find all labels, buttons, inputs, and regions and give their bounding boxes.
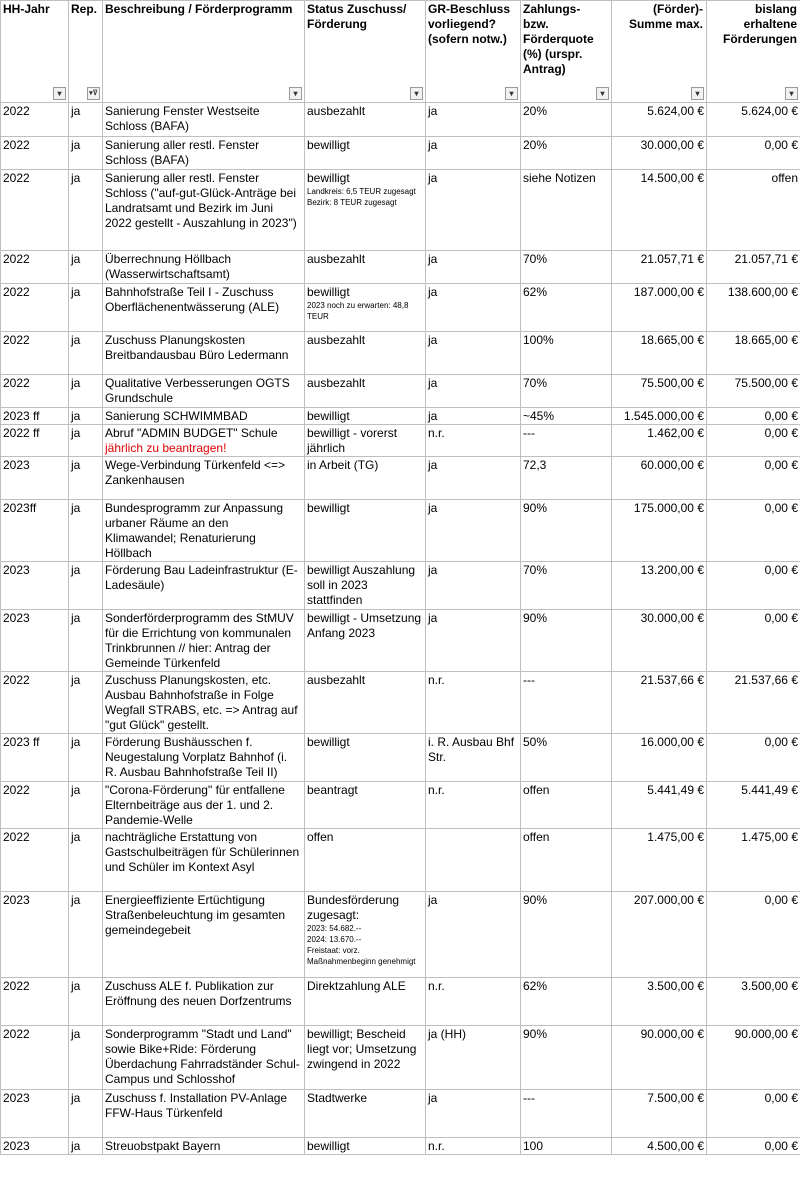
column-header-label: HH-Jahr — [3, 2, 50, 16]
cell-status[interactable]: ausbezahlt — [305, 375, 426, 408]
column-header-label: Status Zuschuss/ Förderung — [307, 2, 407, 31]
cell-status[interactable]: Stadtwerke — [305, 1090, 426, 1138]
cell-rep[interactable]: ja — [69, 1138, 103, 1155]
cell-year[interactable]: 2022 ff — [1, 425, 69, 457]
cell-sum-max[interactable]: 5.624,00 € — [612, 103, 707, 137]
table-row — [1, 332, 800, 375]
description-note-red: jährlich zu beantragen! — [105, 441, 227, 455]
table-row — [1, 500, 800, 562]
cell-gr-decision[interactable]: ja — [426, 408, 521, 425]
cell-sum-max[interactable]: 7.500,00 € — [612, 1090, 707, 1138]
cell-status[interactable]: bewilligt — [305, 734, 426, 782]
cell-year[interactable]: 2022 — [1, 332, 69, 375]
cell-received[interactable]: 0,00 € — [707, 562, 800, 610]
cell-rep[interactable]: ja — [69, 251, 103, 284]
table-row — [1, 734, 800, 782]
cell-quote[interactable]: 20% — [521, 103, 612, 137]
table-row — [1, 103, 800, 137]
cell-received[interactable]: 90.000,00 € — [707, 1026, 800, 1090]
cell-rep[interactable]: ja — [69, 829, 103, 892]
cell-received[interactable]: 1.475,00 € — [707, 829, 800, 892]
cell-rep[interactable]: ja — [69, 500, 103, 562]
cell-rep[interactable]: ja — [69, 137, 103, 170]
cell-description[interactable]: Zuschuss Planungskosten, etc. Ausbau Bahnhofstraße in Folge Wegfall STRABS, etc. => Antrag auf "gut Glück" gestellt. — [103, 672, 305, 734]
table-row — [1, 408, 800, 425]
cell-sum-max[interactable]: 90.000,00 € — [612, 1026, 707, 1090]
column-header — [305, 1, 426, 103]
cell-quote[interactable]: 90% — [521, 892, 612, 978]
cell-quote[interactable]: 20% — [521, 137, 612, 170]
cell-status[interactable]: bewilligt Landkreis: 6,5 TEUR zugesagt Bezirk: 8 TEUR zugesagt — [305, 170, 426, 251]
cell-rep[interactable]: ja — [69, 610, 103, 672]
cell-received[interactable]: 5.441,49 € — [707, 782, 800, 829]
dropdown-arrow-icon[interactable]: ▾ — [505, 87, 518, 100]
cell-sum-max[interactable]: 75.500,00 € — [612, 375, 707, 408]
cell-rep[interactable]: ja — [69, 170, 103, 251]
cell-gr-decision[interactable]: ja — [426, 103, 521, 137]
cell-description[interactable]: "Corona-Förderung" für entfallene Elternbeiträge aus der 1. und 2. Pandemie-Welle — [103, 782, 305, 829]
table-row — [1, 137, 800, 170]
cell-received[interactable]: 0,00 € — [707, 500, 800, 562]
cell-gr-decision[interactable]: ja — [426, 284, 521, 332]
cell-sum-max[interactable]: 16.000,00 € — [612, 734, 707, 782]
cell-description[interactable]: Sonderprogramm "Stadt und Land" sowie Bike+Ride: Förderung Überdachung Fahrradständer Schul-Campus und Schlosshof — [103, 1026, 305, 1090]
table-row — [1, 978, 800, 1026]
cell-quote[interactable]: 90% — [521, 1026, 612, 1090]
column-header-label: (Förder)- Summe max. — [628, 2, 703, 31]
cell-status[interactable]: ausbezahlt — [305, 672, 426, 734]
table-row — [1, 375, 800, 408]
cell-status[interactable]: bewilligt — [305, 500, 426, 562]
cell-rep[interactable]: ja — [69, 1026, 103, 1090]
cell-sum-max[interactable]: 60.000,00 € — [612, 457, 707, 500]
cell-gr-decision[interactable]: ja — [426, 1090, 521, 1138]
cell-quote[interactable]: ~45% — [521, 408, 612, 425]
cell-status[interactable]: ausbezahlt — [305, 251, 426, 284]
cell-year[interactable]: 2022 — [1, 137, 69, 170]
cell-rep[interactable]: ja — [69, 1090, 103, 1138]
cell-gr-decision[interactable]: n.r. — [426, 782, 521, 829]
cell-rep[interactable]: ja — [69, 103, 103, 137]
cell-sum-max[interactable]: 14.500,00 € — [612, 170, 707, 251]
cell-sum-max[interactable]: 30.000,00 € — [612, 137, 707, 170]
cell-rep[interactable]: ja — [69, 375, 103, 408]
cell-year[interactable]: 2022 — [1, 782, 69, 829]
cell-sum-max[interactable]: 207.000,00 € — [612, 892, 707, 978]
cell-gr-decision[interactable]: ja — [426, 332, 521, 375]
cell-year[interactable]: 2022 — [1, 829, 69, 892]
cell-status[interactable]: offen — [305, 829, 426, 892]
cell-year[interactable]: 2022 — [1, 978, 69, 1026]
cell-year[interactable]: 2023 — [1, 1090, 69, 1138]
cell-description[interactable]: Sanierung aller restl. Fenster Schloss ("auf-gut-Glück-Anträge bei Landratsamt und Bezirk im Juni 2022 gestellt - Auszahlung in 2023") — [103, 170, 305, 251]
cell-status[interactable]: beantragt — [305, 782, 426, 829]
cell-sum-max[interactable]: 1.545.000,00 € — [612, 408, 707, 425]
column-header-label: Zahlungs- bzw. Förderquote (%) (urspr. Antrag) — [523, 2, 594, 76]
cell-quote[interactable]: offen — [521, 782, 612, 829]
cell-status[interactable]: bewilligt — [305, 1138, 426, 1155]
cell-gr-decision[interactable]: ja — [426, 892, 521, 978]
column-header — [707, 1, 800, 103]
cell-year[interactable]: 2022 — [1, 170, 69, 251]
cell-year[interactable]: 2022 — [1, 375, 69, 408]
cell-year[interactable]: 2023 — [1, 457, 69, 500]
status-note: Landkreis: 6,5 TEUR zugesagt Bezirk: 8 TEUR zugesagt — [307, 187, 416, 207]
cell-description[interactable]: Förderung Bau Ladeinfrastruktur (E-Ladesäule) — [103, 562, 305, 610]
cell-description[interactable]: Sanierung Fenster Westseite Schloss (BAFA) — [103, 103, 305, 137]
cell-sum-max[interactable]: 175.000,00 € — [612, 500, 707, 562]
cell-received[interactable]: offen — [707, 170, 800, 251]
cell-status[interactable]: in Arbeit (TG) — [305, 457, 426, 500]
cell-rep[interactable]: ja — [69, 425, 103, 457]
column-header-label: Rep. — [71, 2, 98, 16]
cell-description[interactable]: Energieeffiziente Ertüchtigung Straßenbeleuchtung im gesamten gemeindegebeit — [103, 892, 305, 978]
cell-description[interactable]: Zuschuss Planungskosten Breitbandausbau Büro Ledermann — [103, 332, 305, 375]
column-header — [69, 1, 103, 103]
cell-quote[interactable]: 62% — [521, 284, 612, 332]
cell-rep[interactable]: ja — [69, 408, 103, 425]
table-row — [1, 562, 800, 610]
cell-description[interactable]: Sonderförderprogramm des StMUV für die Errichtung von kommunalen Trinkbrunnen // hier: Antrag der Gemeinde Türkenfeld — [103, 610, 305, 672]
cell-quote[interactable]: offen — [521, 829, 612, 892]
cell-status[interactable]: ausbezahlt — [305, 332, 426, 375]
cell-sum-max[interactable]: 30.000,00 € — [612, 610, 707, 672]
cell-rep[interactable]: ja — [69, 734, 103, 782]
cell-sum-max[interactable]: 1.475,00 € — [612, 829, 707, 892]
cell-description[interactable]: Bahnhofstraße Teil I - Zuschuss Oberflächenentwässerung (ALE) — [103, 284, 305, 332]
dropdown-arrow-icon[interactable]: ▾ — [596, 87, 609, 100]
cell-quote[interactable]: 70% — [521, 562, 612, 610]
cell-quote[interactable]: --- — [521, 425, 612, 457]
cell-quote[interactable]: 90% — [521, 500, 612, 562]
table-body — [1, 103, 800, 1155]
cell-year[interactable]: 2023 — [1, 1138, 69, 1155]
table-row — [1, 782, 800, 829]
cell-gr-decision[interactable]: ja — [426, 457, 521, 500]
cell-quote[interactable]: 62% — [521, 978, 612, 1026]
dropdown-arrow-icon[interactable]: ▾ — [691, 87, 704, 100]
dropdown-arrow-icon[interactable]: ▾ — [289, 87, 302, 100]
cell-status[interactable]: bewilligt 2023 noch zu erwarten: 48,8 TEUR — [305, 284, 426, 332]
cell-quote[interactable]: --- — [521, 672, 612, 734]
cell-gr-decision[interactable]: n.r. — [426, 1138, 521, 1155]
cell-gr-decision[interactable]: ja — [426, 251, 521, 284]
cell-quote[interactable]: 70% — [521, 375, 612, 408]
cell-year[interactable]: 2023 ff — [1, 734, 69, 782]
cell-gr-decision[interactable]: ja — [426, 610, 521, 672]
cell-gr-decision[interactable]: ja — [426, 170, 521, 251]
cell-status[interactable]: Bundesförderung zugesagt: 2023: 54.682.-- 2024: 13.670.-- Freistaat: vorz. Maßnahmenbeginn genehmigt — [305, 892, 426, 978]
cell-description[interactable]: Sanierung SCHWIMMBAD — [103, 408, 305, 425]
column-header — [612, 1, 707, 103]
cell-quote[interactable]: 50% — [521, 734, 612, 782]
table-row — [1, 1026, 800, 1090]
cell-sum-max[interactable]: 5.441,49 € — [612, 782, 707, 829]
column-header — [426, 1, 521, 103]
dropdown-arrow-icon[interactable]: ▾ — [785, 87, 798, 100]
cell-description[interactable]: Bundesprogramm zur Anpassung urbaner Räume an den Klimawandel; Renaturierung Höllbach — [103, 500, 305, 562]
cell-received[interactable]: 0,00 € — [707, 610, 800, 672]
cell-sum-max[interactable]: 18.665,00 € — [612, 332, 707, 375]
table-row — [1, 284, 800, 332]
cell-received[interactable]: 75.500,00 € — [707, 375, 800, 408]
cell-status[interactable]: bewilligt; Bescheid liegt vor; Umsetzung zwingend in 2022 — [305, 1026, 426, 1090]
table-row — [1, 672, 800, 734]
cell-received[interactable]: 21.537,66 € — [707, 672, 800, 734]
dropdown-arrow-icon[interactable]: ▾ — [410, 87, 423, 100]
cell-gr-decision[interactable] — [426, 829, 521, 892]
column-header-label: bislang erhaltene Förderungen — [723, 2, 797, 46]
cell-received[interactable]: 0,00 € — [707, 425, 800, 457]
cell-received[interactable]: 0,00 € — [707, 408, 800, 425]
cell-year[interactable]: 2023 — [1, 610, 69, 672]
cell-quote[interactable]: 90% — [521, 610, 612, 672]
cell-quote[interactable]: --- — [521, 1090, 612, 1138]
cell-year[interactable]: 2022 — [1, 672, 69, 734]
cell-year[interactable]: 2022 — [1, 1026, 69, 1090]
cell-received[interactable]: 0,00 € — [707, 1090, 800, 1138]
cell-status[interactable]: bewilligt Auszahlung soll in 2023 stattfinden — [305, 562, 426, 610]
dropdown-arrow-icon[interactable]: ▾ — [53, 87, 66, 100]
cell-received[interactable]: 138.600,00 € — [707, 284, 800, 332]
table-row — [1, 425, 800, 457]
cell-gr-decision[interactable]: n.r. — [426, 672, 521, 734]
cell-year[interactable]: 2023ff — [1, 500, 69, 562]
table-row — [1, 251, 800, 284]
filter-active-icon[interactable]: ▾⊽ — [87, 87, 100, 100]
column-header-label: GR-Beschluss vorliegend? (sofern notw.) — [428, 2, 511, 46]
cell-rep[interactable]: ja — [69, 782, 103, 829]
cell-status[interactable]: bewilligt — [305, 137, 426, 170]
column-header — [103, 1, 305, 103]
cell-status[interactable]: bewilligt — [305, 408, 426, 425]
cell-rep[interactable]: ja — [69, 284, 103, 332]
cell-rep[interactable]: ja — [69, 672, 103, 734]
table-row — [1, 170, 800, 251]
cell-received[interactable]: 3.500,00 € — [707, 978, 800, 1026]
cell-received[interactable]: 0,00 € — [707, 734, 800, 782]
cell-sum-max[interactable]: 21.057,71 € — [612, 251, 707, 284]
cell-year[interactable]: 2023 — [1, 892, 69, 978]
cell-gr-decision[interactable]: n.r. — [426, 978, 521, 1026]
cell-gr-decision[interactable]: ja — [426, 562, 521, 610]
table-row — [1, 610, 800, 672]
cell-description[interactable]: nachträgliche Erstattung von Gastschulbeiträgen für Schülerinnen und Schüler im Kontext Asyl — [103, 829, 305, 892]
cell-description[interactable]: Sanierung aller restl. Fenster Schloss (BAFA) — [103, 137, 305, 170]
table-row — [1, 1090, 800, 1138]
cell-received[interactable]: 21.057,71 € — [707, 251, 800, 284]
cell-received[interactable]: 0,00 € — [707, 137, 800, 170]
cell-description[interactable]: Zuschuss f. Installation PV-Anlage FFW-Haus Türkenfeld — [103, 1090, 305, 1138]
cell-year[interactable]: 2022 — [1, 103, 69, 137]
cell-year[interactable]: 2023 — [1, 562, 69, 610]
cell-status[interactable]: bewilligt - vorerst jährlich — [305, 425, 426, 457]
column-header — [521, 1, 612, 103]
cell-gr-decision[interactable]: ja — [426, 500, 521, 562]
cell-quote[interactable]: 72,3 — [521, 457, 612, 500]
cell-sum-max[interactable]: 4.500,00 € — [612, 1138, 707, 1155]
cell-gr-decision[interactable]: ja (HH) — [426, 1026, 521, 1090]
cell-sum-max[interactable]: 13.200,00 € — [612, 562, 707, 610]
cell-received[interactable]: 18.665,00 € — [707, 332, 800, 375]
cell-gr-decision[interactable]: ja — [426, 137, 521, 170]
column-header-label: Beschreibung / Förderprogramm — [105, 2, 293, 16]
cell-description[interactable]: Überrechnung Höllbach (Wasserwirtschaftsamt) — [103, 251, 305, 284]
cell-quote[interactable]: 100% — [521, 332, 612, 375]
cell-received[interactable]: 5.624,00 € — [707, 103, 800, 137]
cell-quote[interactable]: 100 — [521, 1138, 612, 1155]
column-header — [1, 1, 69, 103]
header-row — [1, 1, 800, 103]
cell-year[interactable]: 2022 — [1, 251, 69, 284]
cell-rep[interactable]: ja — [69, 978, 103, 1026]
status-note: 2023 noch zu erwarten: 48,8 TEUR — [307, 301, 409, 321]
cell-status[interactable]: bewilligt - Umsetzung Anfang 2023 — [305, 610, 426, 672]
table-row — [1, 892, 800, 978]
cell-quote[interactable]: siehe Notizen — [521, 170, 612, 251]
cell-received[interactable]: 0,00 € — [707, 1138, 800, 1155]
cell-sum-max[interactable]: 1.462,00 € — [612, 425, 707, 457]
cell-status[interactable]: Direktzahlung ALE — [305, 978, 426, 1026]
status-note: 2023: 54.682.-- 2024: 13.670.-- Freistaat: vorz. Maßnahmenbeginn genehmigt — [307, 924, 416, 966]
cell-quote[interactable]: 70% — [521, 251, 612, 284]
cell-description[interactable]: Zuschuss ALE f. Publikation zur Eröffnung des neuen Dorfzentrums — [103, 978, 305, 1026]
cell-received[interactable]: 0,00 € — [707, 892, 800, 978]
table-row — [1, 457, 800, 500]
cell-description[interactable]: Wege-Verbindung Türkenfeld <=> Zankenhausen — [103, 457, 305, 500]
cell-rep[interactable]: ja — [69, 562, 103, 610]
table-row — [1, 829, 800, 892]
cell-description[interactable]: Qualitative Verbesserungen OGTS Grundschule — [103, 375, 305, 408]
cell-gr-decision[interactable]: n.r. — [426, 425, 521, 457]
cell-year[interactable]: 2022 — [1, 284, 69, 332]
cell-rep[interactable]: ja — [69, 332, 103, 375]
cell-sum-max[interactable]: 187.000,00 € — [612, 284, 707, 332]
table-row — [1, 1138, 800, 1155]
cell-description[interactable]: Förderung Bushäusschen f. Neugestalung Vorplatz Bahnhof (i. R. Ausbau Bahnhofstraße Teil II) — [103, 734, 305, 782]
cell-rep[interactable]: ja — [69, 457, 103, 500]
cell-received[interactable]: 0,00 € — [707, 457, 800, 500]
cell-status[interactable]: ausbezahlt — [305, 103, 426, 137]
cell-sum-max[interactable]: 21.537,66 € — [612, 672, 707, 734]
cell-year[interactable]: 2023 ff — [1, 408, 69, 425]
cell-sum-max[interactable]: 3.500,00 € — [612, 978, 707, 1026]
cell-description[interactable]: Streuobstpakt Bayern — [103, 1138, 305, 1155]
cell-description[interactable]: Abruf "ADMIN BUDGET" Schule jährlich zu beantragen! — [103, 425, 305, 457]
cell-gr-decision[interactable]: i. R. Ausbau Bhf Str. — [426, 734, 521, 782]
cell-gr-decision[interactable]: ja — [426, 375, 521, 408]
cell-rep[interactable]: ja — [69, 892, 103, 978]
